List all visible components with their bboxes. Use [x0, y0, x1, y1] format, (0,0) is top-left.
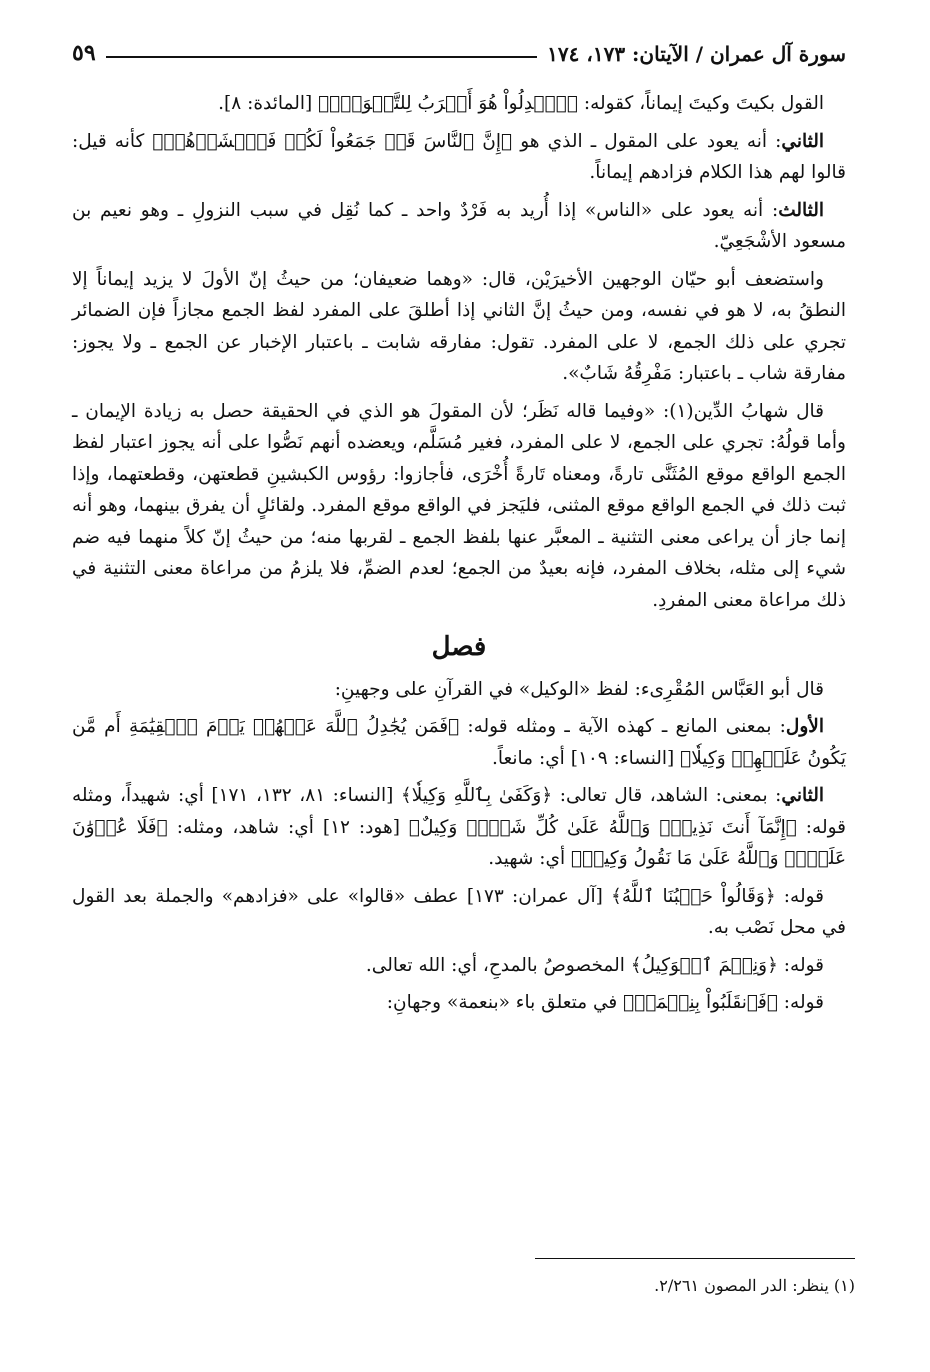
paragraph	[72, 711, 846, 774]
running-title: سورة آل عمران / الآيتان: ١٧٣، ١٧٤	[547, 42, 846, 66]
paragraph-lead: الثاني	[781, 785, 824, 806]
paragraph	[72, 987, 846, 1019]
paragraph	[72, 674, 846, 706]
paragraph-lead: الأول	[785, 716, 824, 737]
paragraph-text: واستضعف أبو حيّان الوجهين الأخيرَيْن، قال: «وهما ضعيفان؛ من حيثُ إنّ الأولَ لا يزيد إيماناً إلا النطقُ به، لا هو في نفسه، ومن حيثُ إنَّ الثاني إذا أطلقَ على المفرد لفظ الجمع مجازاً فإن الضمائر تجري على ذلك الجمع، لا على المفرد. تقول: مفارقه شابت ـ باعتبار الإخبار عن الجمع ـ ولا يجوز: مفارقة شاب ـ باعتبار: مَفْرِقُهُ شَابٌ».	[72, 268, 846, 384]
section-heading: فصل	[431, 632, 487, 662]
paragraph	[72, 264, 846, 390]
paragraph-text: قوله: ﴿فَٱنقَلَبُواْ بِنِعۡمَةٖ﴾ في متعلق باء «بنعمة» وجهانِ:	[386, 992, 824, 1013]
paragraph-text: قال شهابُ الدِّين(١): «وفيما قاله نَظَر؛ لأن المقولَ هو الذي في الحقيقة حصل به زيادة الإيمان ـ وأما قولُهُ: تجري على الجمع، لا على المفرد، فغير مُسَلَّم، ويعضده أنهم نَصُّوا على أنه يجوز اعتبار لفظ الجمع الواقع موقع المُثَنَّى تارةً، ومعناه تَارةً أُخْرَى، فأجازوا: رؤوس الكبشينِ قطعتهن، وقطعتهما، وإذا ثبت ذلك في الجمع الواقع موقع المثنى، فليَجز في الواقع موقع المفرد. ولقائلٍ أن يفرق بينهما، وهو أنه إنما جاز أن يراعى معنى التثنية ـ المعبَّر عنها بلفظ الجمع ـ لقربها منه؛ من حيثُ إنّ كلاً منهما فيه ضم شيء إلى مثله، بخلاف المفرد، فإنه بعيدٌ من الجمع؛ لعدم الضمِّ، فلا يلزمُ من مراعاة معنى التثنية في ذلك مراعاة معنى المفردِ.	[72, 400, 846, 611]
paragraph-lead: الثالث	[778, 199, 824, 221]
paragraph-text: : أنه يعود على «الناس» إذا أُريد به فَرْدٌ واحد ـ كما نُقِل في سبب النزولِ ـ وهو نعيم بن مسعود الأشْجَعِيّ.	[72, 199, 846, 252]
footnote-rule	[535, 1258, 855, 1259]
paragraph-text: : بمعنى المانع ـ كهذه الآية ـ ومثله قوله: ﴿فَمَن يُجَٰدِلُ ٱللَّهَ عَنۡهُمۡ يَوۡمَ ٱلۡقِيَٰمَةِ أَم مَّن يَكُونُ عَلَيۡهِمۡ وَكِيلٗا﴾ [النساء: ١٠٩] أي: مانعاً.	[72, 716, 846, 769]
paragraph-text: قوله: ﴿وَنِعۡمَ ٱلۡوَكِيلُ﴾ المخصوصُ بالمدحِ، أي: الله تعالى.	[365, 954, 824, 976]
paragraph-text: : أنه يعود على المقول ـ الذي هو ﴿إِنَّ ٱلنَّاسَ قَدۡ جَمَعُواْ لَكُمۡ فَٱخۡشَوۡهُمۡ﴾ كأنه قيل: قالوا لهم هذا الكلام فزادهم إيماناً.	[72, 130, 846, 183]
book-page	[72, 28, 846, 1025]
paragraph	[72, 195, 846, 258]
header-rule	[106, 56, 538, 58]
paragraph-text: القول بكيتَ وكيتَ إيماناً، كقوله: ﴿ٱعۡدِلُواْ هُوَ أَقۡرَبُ لِلتَّقۡوَىٰۖ﴾ [المائدة: ٨].	[218, 93, 824, 114]
paragraph	[72, 950, 846, 982]
page-header	[72, 28, 846, 66]
paragraph	[72, 126, 846, 189]
paragraph	[72, 780, 846, 875]
paragraph-text: قوله: ﴿وَقَالُواْ حَسۡبُنَا ٱللَّهُ﴾ [آل عمران: ١٧٣] عطف «قالوا» على «فزادهم» والجملة بعد القول في محل نَصْب به.	[72, 885, 846, 938]
page-number: ٥٩	[72, 40, 96, 66]
main-text	[72, 88, 846, 1019]
paragraph	[72, 88, 846, 120]
paragraph-lead: الثاني	[781, 130, 824, 152]
footnote: (١) ينظر: الدر المصون ٢/٢٦١.	[654, 1276, 855, 1295]
paragraph	[72, 396, 846, 617]
paragraph	[72, 881, 846, 944]
paragraph-text: قال أبو العَبَّاس المُقْرِىء: لفظ «الوكيل» في القرآنِ على وجهينِ:	[334, 678, 824, 700]
paragraph-text: : بمعنى: الشاهد، قال تعالى: ﴿وَكَفَىٰ بِٱللَّهِ وَكِيلٗا﴾ [النساء: ٨١، ١٣٢، ١٧١] أي: شهيداً، ومثله قوله: ﴿إِنَّمَآ أَنتَ نَذِيرٞۚ وَٱللَّهُ عَلَىٰ كُلِّ شَيۡءٖ وَكِيلٌ﴾ [هود: ١٢] أي: شاهد، ومثله: ﴿فَلَا عُدۡوَٰنَ عَلَيَّۖ وَٱللَّهُ عَلَىٰ مَا نَقُولُ وَكِيلٞ﴾ أي: شهيد.	[72, 785, 846, 869]
